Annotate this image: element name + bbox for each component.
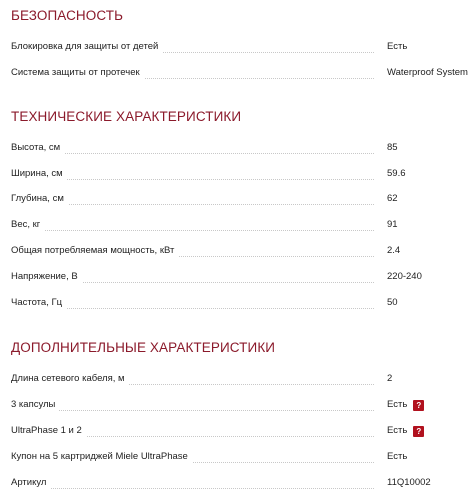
spec-row-child-lock (0, 40, 472, 60)
spec-value: Есть (387, 451, 408, 462)
spec-value: 59.6 (387, 168, 406, 179)
spec-row-article (0, 476, 472, 496)
spec-value-text: Есть (387, 425, 408, 436)
row-leader (11, 488, 374, 489)
spec-row-frequency (0, 296, 472, 316)
spec-row-width (0, 167, 472, 187)
spec-value: 2.4 (387, 245, 401, 256)
spec-label: Блокировка для защиты от детей (11, 40, 162, 54)
spec-label: Высота, см (11, 141, 64, 155)
spec-label: Система защиты от протечек (11, 66, 144, 80)
spec-label: Частота, Гц (11, 296, 66, 310)
spec-label: Артикул (11, 476, 50, 490)
spec-value-text: Есть (387, 399, 408, 410)
spec-row-voltage (0, 270, 472, 290)
spec-row-capsules (0, 398, 472, 418)
spec-row-cable-length (0, 372, 472, 392)
section-title: ТЕХНИЧЕСКИЕ ХАРАКТЕРИСТИКИ (11, 109, 242, 124)
spec-value: 2 (387, 373, 393, 384)
spec-row-leak-protection (0, 66, 472, 86)
spec-label: Вес, кг (11, 218, 44, 232)
spec-row-height (0, 141, 472, 161)
spec-row-ultraphase (0, 424, 472, 444)
section-title: ДОПОЛНИТЕЛЬНЫЕ ХАРАКТЕРИСТИКИ (11, 340, 276, 355)
spec-label: Ширина, см (11, 167, 67, 181)
spec-value: Есть (387, 41, 408, 52)
spec-label: Общая потребляемая мощность, кВт (11, 244, 178, 258)
row-leader (11, 410, 374, 411)
spec-label: Глубина, см (11, 192, 68, 206)
spec-value: 220-240 (387, 271, 422, 282)
spec-label: Напряжение, В (11, 270, 82, 284)
spec-value (387, 398, 424, 412)
spec-label: Длина сетевого кабеля, м (11, 372, 129, 386)
spec-label: 3 капсулы (11, 398, 59, 412)
spec-value: 85 (387, 142, 398, 153)
help-icon[interactable]: ? (413, 426, 424, 437)
row-leader (11, 230, 374, 231)
spec-row-weight (0, 218, 472, 238)
spec-value: 11Q10002 (387, 477, 431, 488)
spec-label: UltraPhase 1 и 2 (11, 424, 86, 438)
spec-value (387, 424, 424, 438)
help-icon[interactable]: ? (413, 400, 424, 411)
row-leader (11, 153, 374, 154)
spec-value: 91 (387, 219, 398, 230)
spec-value: 50 (387, 297, 398, 308)
spec-row-power (0, 244, 472, 264)
spec-value: Waterproof System (387, 67, 468, 78)
spec-value: 62 (387, 193, 398, 204)
spec-row-coupon (0, 450, 472, 470)
spec-row-depth (0, 192, 472, 212)
spec-label: Купон на 5 картриджей Miele UltraPhase (11, 450, 192, 464)
section-title: БЕЗОПАСНОСТЬ (11, 8, 124, 23)
